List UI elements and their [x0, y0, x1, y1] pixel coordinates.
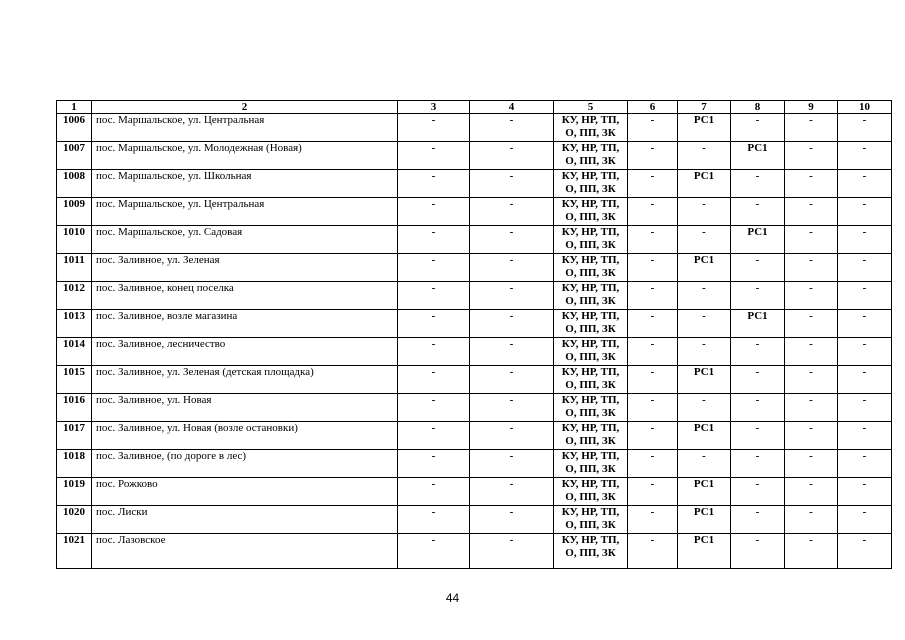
codes-cell	[554, 310, 628, 338]
codes-line-2: О, ПП, ЗК	[565, 407, 616, 419]
codes-cell	[554, 114, 628, 142]
row-number-cell: 1012	[57, 282, 92, 310]
table-row	[57, 366, 892, 394]
col8-cell: -	[731, 338, 785, 366]
column-header: 8	[731, 101, 785, 114]
codes-line-1: КУ, НР, ТП,	[561, 226, 620, 238]
codes-cell	[554, 422, 628, 450]
col3-cell: -	[398, 394, 470, 422]
header-row	[57, 101, 892, 114]
address-cell: пос. Заливное, ул. Зеленая	[92, 254, 398, 282]
address-cell: пос. Заливное, ул. Новая (возле остановки)	[92, 422, 398, 450]
col9-cell: -	[785, 198, 838, 226]
codes-cell	[554, 366, 628, 394]
col7-cell: РС1	[678, 254, 731, 282]
col4-cell: -	[470, 394, 554, 422]
col6-cell: -	[628, 254, 678, 282]
col8-cell: РС1	[731, 142, 785, 170]
address-cell: пос. Маршальское, ул. Центральная	[92, 198, 398, 226]
col3-cell: -	[398, 310, 470, 338]
col10-cell: -	[838, 310, 892, 338]
col6-cell: -	[628, 114, 678, 142]
col3-cell: -	[398, 142, 470, 170]
col10-cell: -	[838, 394, 892, 422]
table-row	[57, 310, 892, 338]
col3-cell: -	[398, 338, 470, 366]
col6-cell: -	[628, 478, 678, 506]
address-cell: пос. Заливное, лесничество	[92, 338, 398, 366]
table-row	[57, 226, 892, 254]
codes-line-1: КУ, НР, ТП,	[561, 366, 620, 378]
col8-cell: -	[731, 366, 785, 394]
column-header: 6	[628, 101, 678, 114]
address-cell: пос. Лазовское	[92, 534, 398, 569]
codes-line-1: КУ, НР, ТП,	[561, 478, 620, 490]
col4-cell: -	[470, 226, 554, 254]
row-number-cell: 1019	[57, 478, 92, 506]
col10-cell: -	[838, 226, 892, 254]
col7-cell: РС1	[678, 114, 731, 142]
col4-cell: -	[470, 170, 554, 198]
col3-cell: -	[398, 478, 470, 506]
col7-cell: -	[678, 198, 731, 226]
col6-cell: -	[628, 198, 678, 226]
col9-cell: -	[785, 338, 838, 366]
col9-cell: -	[785, 394, 838, 422]
col9-cell: -	[785, 282, 838, 310]
codes-cell	[554, 170, 628, 198]
col8-cell: -	[731, 478, 785, 506]
col9-cell: -	[785, 310, 838, 338]
row-number-cell: 1011	[57, 254, 92, 282]
col6-cell: -	[628, 282, 678, 310]
row-number-cell: 1018	[57, 450, 92, 478]
col7-cell: -	[678, 450, 731, 478]
column-header: 10	[838, 101, 892, 114]
col10-cell: -	[838, 478, 892, 506]
col3-cell: -	[398, 506, 470, 534]
col4-cell: -	[470, 422, 554, 450]
col9-cell: -	[785, 366, 838, 394]
codes-line-2: О, ПП, ЗК	[565, 295, 616, 307]
address-cell: пос. Заливное, ул. Новая	[92, 394, 398, 422]
col9-cell: -	[785, 142, 838, 170]
col10-cell: -	[838, 534, 892, 569]
table-row	[57, 282, 892, 310]
address-cell: пос. Маршальское, ул. Садовая	[92, 226, 398, 254]
codes-line-2: О, ПП, ЗК	[565, 239, 616, 251]
col7-cell: РС1	[678, 366, 731, 394]
address-cell: пос. Маршальское, ул. Молодежная (Новая)	[92, 142, 398, 170]
col7-cell: РС1	[678, 478, 731, 506]
codes-line-2: О, ПП, ЗК	[565, 435, 616, 447]
col4-cell: -	[470, 254, 554, 282]
col6-cell: -	[628, 450, 678, 478]
col3-cell: -	[398, 254, 470, 282]
col3-cell: -	[398, 114, 470, 142]
col7-cell: РС1	[678, 506, 731, 534]
codes-line-2: О, ПП, ЗК	[565, 267, 616, 279]
col6-cell: -	[628, 310, 678, 338]
col4-cell: -	[470, 310, 554, 338]
table-body	[57, 101, 892, 569]
table-row	[57, 338, 892, 366]
col7-cell: РС1	[678, 534, 731, 569]
col4-cell: -	[470, 142, 554, 170]
codes-cell	[554, 506, 628, 534]
col8-cell: -	[731, 114, 785, 142]
col9-cell: -	[785, 254, 838, 282]
col7-cell: -	[678, 282, 731, 310]
table-row	[57, 422, 892, 450]
col9-cell: -	[785, 450, 838, 478]
col6-cell: -	[628, 226, 678, 254]
row-number-cell: 1009	[57, 198, 92, 226]
codes-cell	[554, 282, 628, 310]
col10-cell: -	[838, 170, 892, 198]
codes-line-1: КУ, НР, ТП,	[561, 170, 620, 182]
col7-cell: -	[678, 226, 731, 254]
codes-line-1: КУ, НР, ТП,	[561, 310, 620, 322]
col10-cell: -	[838, 450, 892, 478]
col10-cell: -	[838, 338, 892, 366]
codes-line-2: О, ПП, ЗК	[565, 155, 616, 167]
codes-line-2: О, ПП, ЗК	[565, 547, 616, 559]
col10-cell: -	[838, 282, 892, 310]
col6-cell: -	[628, 394, 678, 422]
col7-cell: -	[678, 394, 731, 422]
codes-line-1: КУ, НР, ТП,	[561, 282, 620, 294]
table-row	[57, 478, 892, 506]
col4-cell: -	[470, 450, 554, 478]
codes-line-1: КУ, НР, ТП,	[561, 422, 620, 434]
col8-cell: РС1	[731, 226, 785, 254]
row-number-cell: 1006	[57, 114, 92, 142]
col4-cell: -	[470, 366, 554, 394]
column-header: 1	[57, 101, 92, 114]
col8-cell: -	[731, 254, 785, 282]
col4-cell: -	[470, 478, 554, 506]
codes-line-1: КУ, НР, ТП,	[561, 534, 620, 546]
col7-cell: -	[678, 338, 731, 366]
col8-cell: -	[731, 394, 785, 422]
table-row	[57, 534, 892, 569]
codes-line-1: КУ, НР, ТП,	[561, 198, 620, 210]
col10-cell: -	[838, 506, 892, 534]
col4-cell: -	[470, 114, 554, 142]
col4-cell: -	[470, 198, 554, 226]
codes-cell	[554, 534, 628, 569]
col4-cell: -	[470, 282, 554, 310]
row-number-cell: 1015	[57, 366, 92, 394]
col3-cell: -	[398, 226, 470, 254]
col7-cell: РС1	[678, 170, 731, 198]
col8-cell: -	[731, 534, 785, 569]
col6-cell: -	[628, 170, 678, 198]
column-header: 7	[678, 101, 731, 114]
address-cell: пос. Заливное, ул. Зеленая (детская площадка)	[92, 366, 398, 394]
col9-cell: -	[785, 506, 838, 534]
col6-cell: -	[628, 338, 678, 366]
address-cell: пос. Маршальское, ул. Школьная	[92, 170, 398, 198]
codes-line-1: КУ, НР, ТП,	[561, 450, 620, 462]
codes-line-2: О, ПП, ЗК	[565, 463, 616, 475]
row-number-cell: 1013	[57, 310, 92, 338]
col3-cell: -	[398, 366, 470, 394]
col8-cell: -	[731, 282, 785, 310]
row-number-cell: 1021	[57, 534, 92, 569]
address-cell: пос. Заливное, конец поселка	[92, 282, 398, 310]
col10-cell: -	[838, 422, 892, 450]
col9-cell: -	[785, 534, 838, 569]
column-header: 5	[554, 101, 628, 114]
col7-cell: -	[678, 310, 731, 338]
col3-cell: -	[398, 170, 470, 198]
column-header: 4	[470, 101, 554, 114]
codes-line-2: О, ПП, ЗК	[565, 183, 616, 195]
col9-cell: -	[785, 114, 838, 142]
col7-cell: -	[678, 142, 731, 170]
table-row	[57, 142, 892, 170]
row-number-cell: 1014	[57, 338, 92, 366]
address-cell: пос. Лиски	[92, 506, 398, 534]
row-number-cell: 1008	[57, 170, 92, 198]
col10-cell: -	[838, 198, 892, 226]
codes-line-2: О, ПП, ЗК	[565, 127, 616, 139]
page-number: 44	[445, 591, 460, 605]
col10-cell: -	[838, 366, 892, 394]
col6-cell: -	[628, 142, 678, 170]
codes-line-1: КУ, НР, ТП,	[561, 338, 620, 350]
codes-cell	[554, 478, 628, 506]
table-row	[57, 394, 892, 422]
table-row	[57, 170, 892, 198]
col8-cell: -	[731, 506, 785, 534]
col8-cell: -	[731, 450, 785, 478]
codes-cell	[554, 338, 628, 366]
codes-line-2: О, ПП, ЗК	[565, 519, 616, 531]
codes-cell	[554, 198, 628, 226]
table-row	[57, 254, 892, 282]
row-number-cell: 1007	[57, 142, 92, 170]
col10-cell: -	[838, 254, 892, 282]
col3-cell: -	[398, 450, 470, 478]
col9-cell: -	[785, 422, 838, 450]
codes-line-2: О, ПП, ЗК	[565, 379, 616, 391]
row-number-cell: 1016	[57, 394, 92, 422]
codes-line-1: КУ, НР, ТП,	[561, 142, 620, 154]
col10-cell: -	[838, 114, 892, 142]
col3-cell: -	[398, 198, 470, 226]
codes-cell	[554, 142, 628, 170]
table-row	[57, 506, 892, 534]
col6-cell: -	[628, 506, 678, 534]
col6-cell: -	[628, 422, 678, 450]
address-cell: пос. Рожково	[92, 478, 398, 506]
codes-line-2: О, ПП, ЗК	[565, 351, 616, 363]
row-number-cell: 1020	[57, 506, 92, 534]
codes-line-1: КУ, НР, ТП,	[561, 506, 620, 518]
address-cell: пос. Заливное, (по дороге в лес)	[92, 450, 398, 478]
codes-line-2: О, ПП, ЗК	[565, 211, 616, 223]
col3-cell: -	[398, 422, 470, 450]
codes-line-1: КУ, НР, ТП,	[561, 394, 620, 406]
codes-cell	[554, 226, 628, 254]
col4-cell: -	[470, 338, 554, 366]
codes-cell	[554, 450, 628, 478]
col8-cell: -	[731, 170, 785, 198]
registry-table	[56, 100, 892, 569]
codes-cell	[554, 254, 628, 282]
row-number-cell: 1017	[57, 422, 92, 450]
address-cell: пос. Заливное, возле магазина	[92, 310, 398, 338]
codes-line-1: КУ, НР, ТП,	[561, 254, 620, 266]
codes-line-2: О, ПП, ЗК	[565, 323, 616, 335]
col6-cell: -	[628, 534, 678, 569]
col8-cell: -	[731, 198, 785, 226]
col9-cell: -	[785, 170, 838, 198]
col8-cell: РС1	[731, 310, 785, 338]
col9-cell: -	[785, 226, 838, 254]
col9-cell: -	[785, 478, 838, 506]
col3-cell: -	[398, 534, 470, 569]
row-number-cell: 1010	[57, 226, 92, 254]
col3-cell: -	[398, 282, 470, 310]
codes-line-1: КУ, НР, ТП,	[561, 114, 620, 126]
col4-cell: -	[470, 506, 554, 534]
col8-cell: -	[731, 422, 785, 450]
column-header: 9	[785, 101, 838, 114]
col10-cell: -	[838, 142, 892, 170]
codes-cell	[554, 394, 628, 422]
table-row	[57, 450, 892, 478]
column-header: 2	[92, 101, 398, 114]
col4-cell: -	[470, 534, 554, 569]
table-row	[57, 198, 892, 226]
codes-line-2: О, ПП, ЗК	[565, 491, 616, 503]
col6-cell: -	[628, 366, 678, 394]
col7-cell: РС1	[678, 422, 731, 450]
table-row	[57, 114, 892, 142]
address-cell: пос. Маршальское, ул. Центральная	[92, 114, 398, 142]
column-header: 3	[398, 101, 470, 114]
